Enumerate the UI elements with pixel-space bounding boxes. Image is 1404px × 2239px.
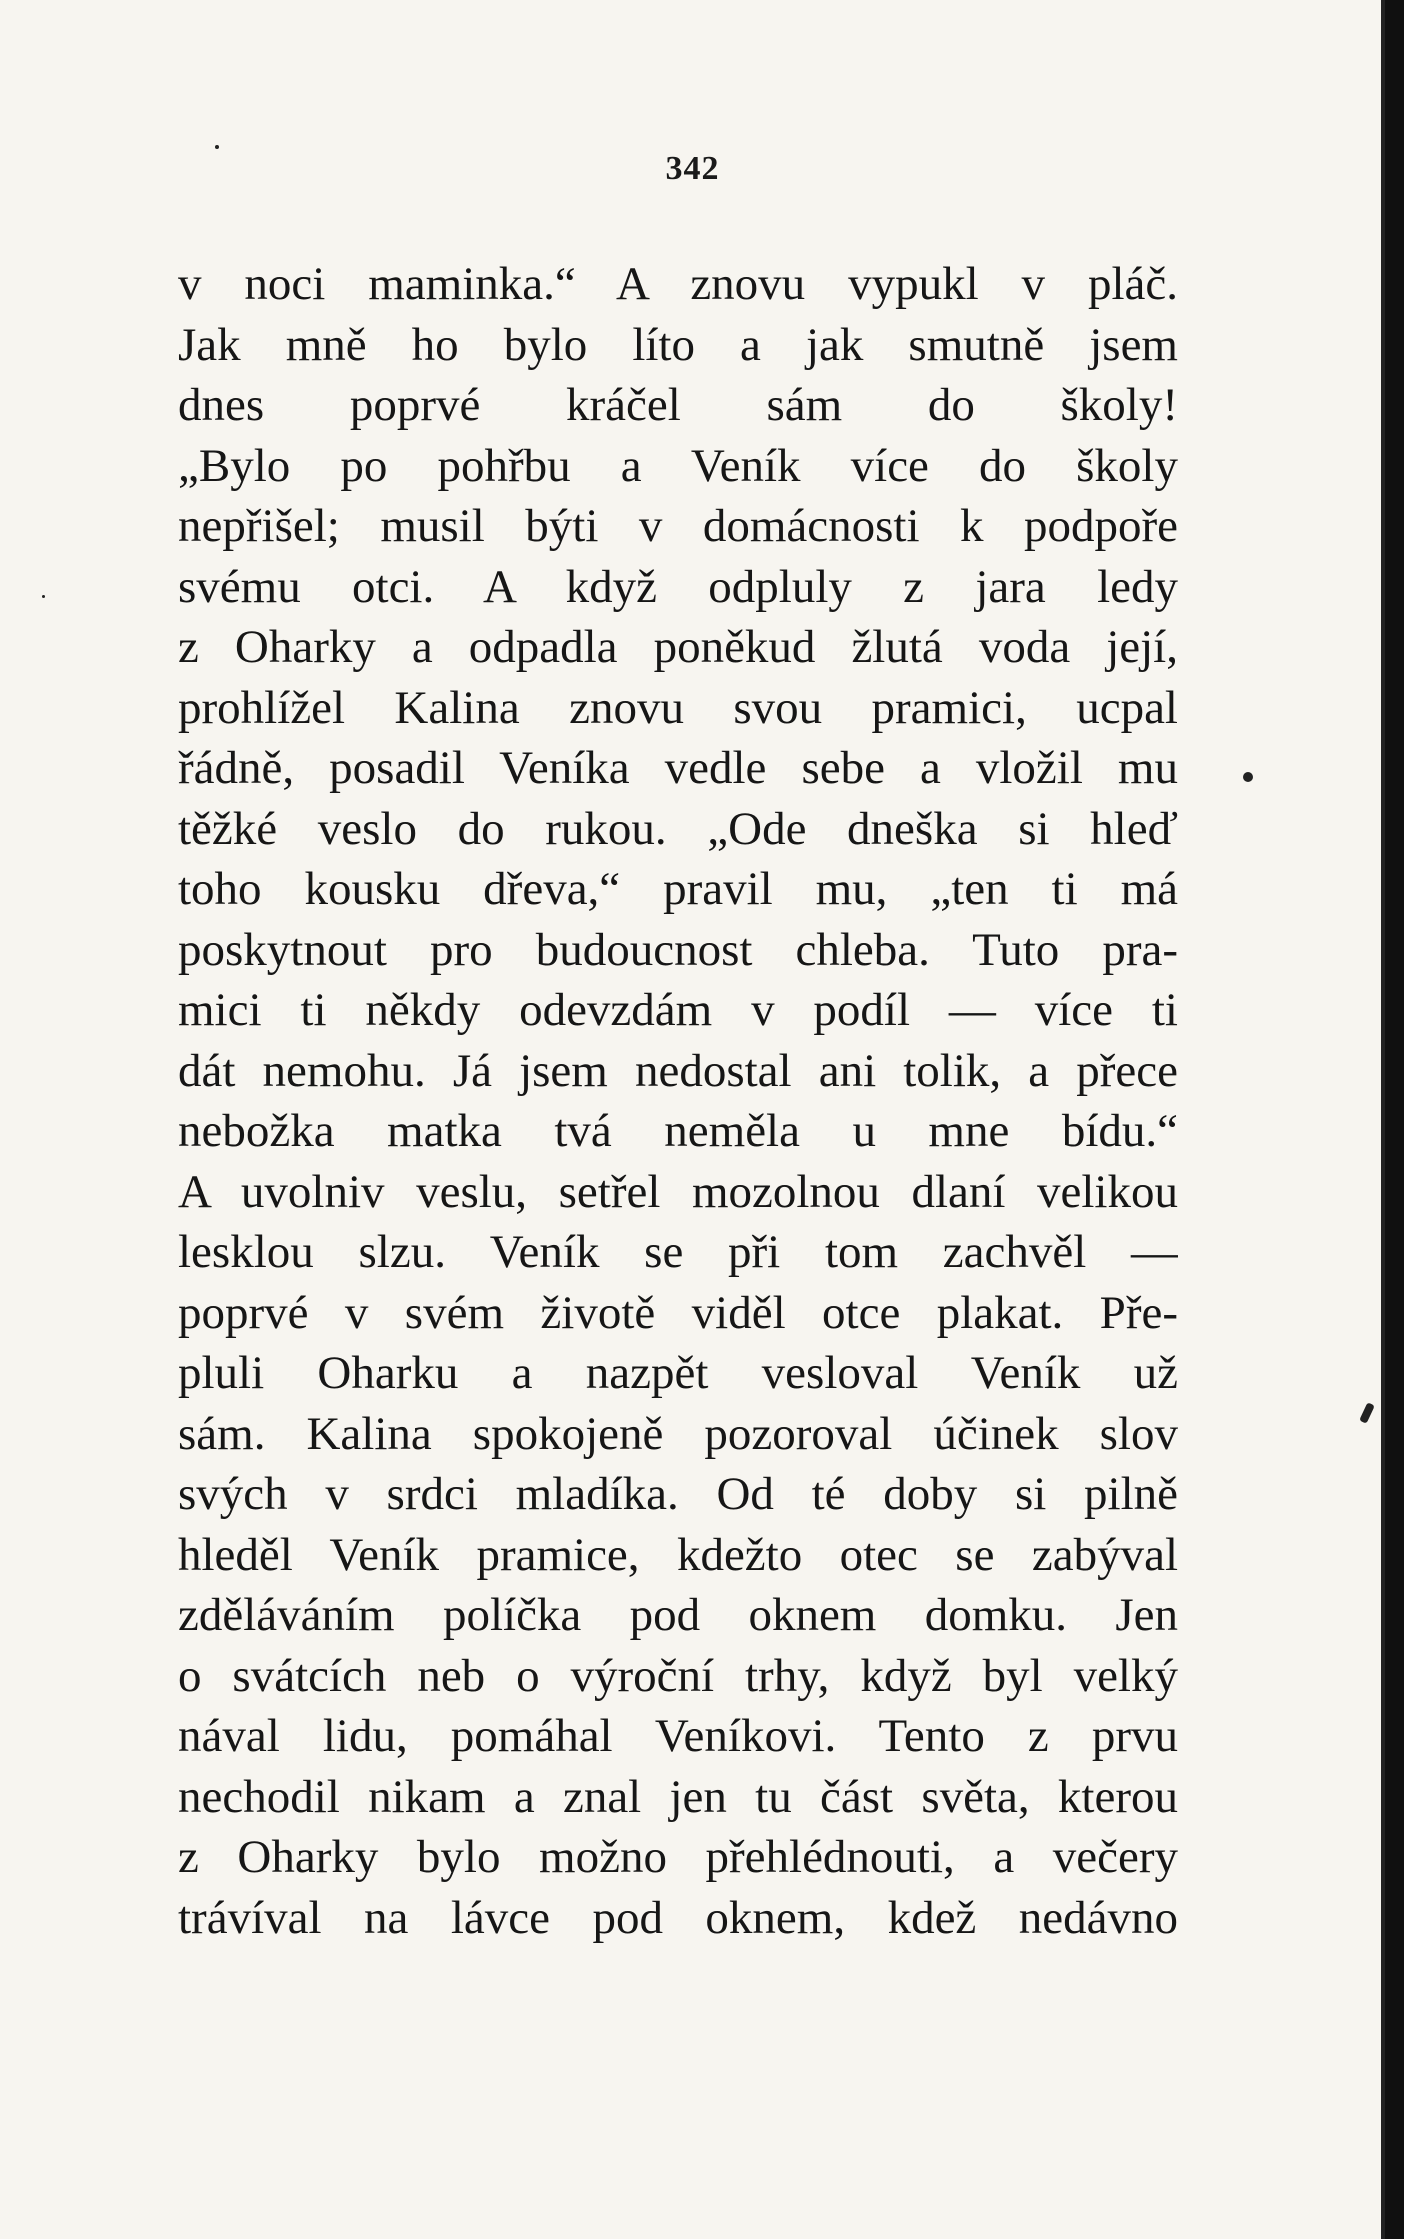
text-line: nával lidu, pomáhal Veníkovi. Tento z prvu xyxy=(178,1710,1178,1762)
text-line: těžké veslo do rukou. „Ode dneška si hleď xyxy=(178,802,1178,855)
ink-speck xyxy=(42,595,45,598)
text-line: mici ti někdy odevzdám v podíl — více ti xyxy=(178,984,1178,1036)
text-line: A uvolniv veslu, setřel mozolnou dlaní velikou xyxy=(178,1165,1178,1218)
text-line: poskytnout pro budoucnost chleba. Tuto pra- xyxy=(178,923,1178,976)
text-line: o svátcích neb o výroční trhy, když byl velký xyxy=(178,1649,1178,1702)
text-line: sám. Kalina spokojeně pozoroval účinek slov xyxy=(178,1407,1178,1460)
page-edge-shadow xyxy=(1385,0,1404,2239)
text-line: nechodil nikam a znal jen tu část světa, kterou xyxy=(178,1770,1178,1823)
text-line: řádně, posadil Veníka vedle sebe a vložil mu xyxy=(178,742,1178,794)
text-line: poprvé v svém životě viděl otce plakat. Pře- xyxy=(178,1286,1178,1339)
page-number: 342 xyxy=(665,150,720,187)
text-line: Jak mně ho bylo líto a jak smutně jsem xyxy=(178,318,1178,371)
text-line: lesklou slzu. Veník se při tom zachvěl — xyxy=(178,1226,1178,1278)
text-line: dát nemohu. Já jsem nedostal ani tolik, a přece xyxy=(178,1044,1178,1097)
text-line: z Oharky bylo možno přehlédnouti, a večery xyxy=(178,1831,1178,1883)
ink-speck xyxy=(1243,772,1253,782)
text-line: z Oharky a odpadla poněkud žlutá voda její, xyxy=(178,621,1178,673)
text-line: pluli Oharku a nazpět vesloval Veník už xyxy=(178,1347,1178,1399)
text-line: v noci maminka.“ A znovu vypukl v pláč. xyxy=(178,258,1178,310)
text-line: nepřišel; musil býti v domácnosti k podpoře xyxy=(178,500,1178,552)
text-line: trávíval na lávce pod oknem, kdež nedávno xyxy=(178,1891,1178,1944)
ink-speck xyxy=(215,145,219,149)
body-text xyxy=(178,254,1178,1948)
ink-speck xyxy=(1359,1402,1375,1424)
text-line: hleděl Veník pramice, kdežto otec se zabýval xyxy=(178,1528,1178,1581)
text-line: svých v srdci mladíka. Od té doby si pilně xyxy=(178,1468,1178,1520)
text-line: toho kousku dřeva,“ pravil mu, „ten ti má xyxy=(178,863,1178,915)
text-line: nebožka matka tvá neměla u mne bídu.“ xyxy=(178,1105,1178,1157)
text-line: svému otci. A když odpluly z jara ledy xyxy=(178,560,1178,613)
text-line: zděláváním políčka pod oknem domku. Jen xyxy=(178,1589,1178,1641)
text-line: dnes poprvé kráčel sám do školy! xyxy=(178,379,1178,431)
text-line: „Bylo po pohřbu a Veník více do školy xyxy=(178,439,1178,492)
text-line: prohlížel Kalina znovu svou pramici, ucpal xyxy=(178,681,1178,734)
